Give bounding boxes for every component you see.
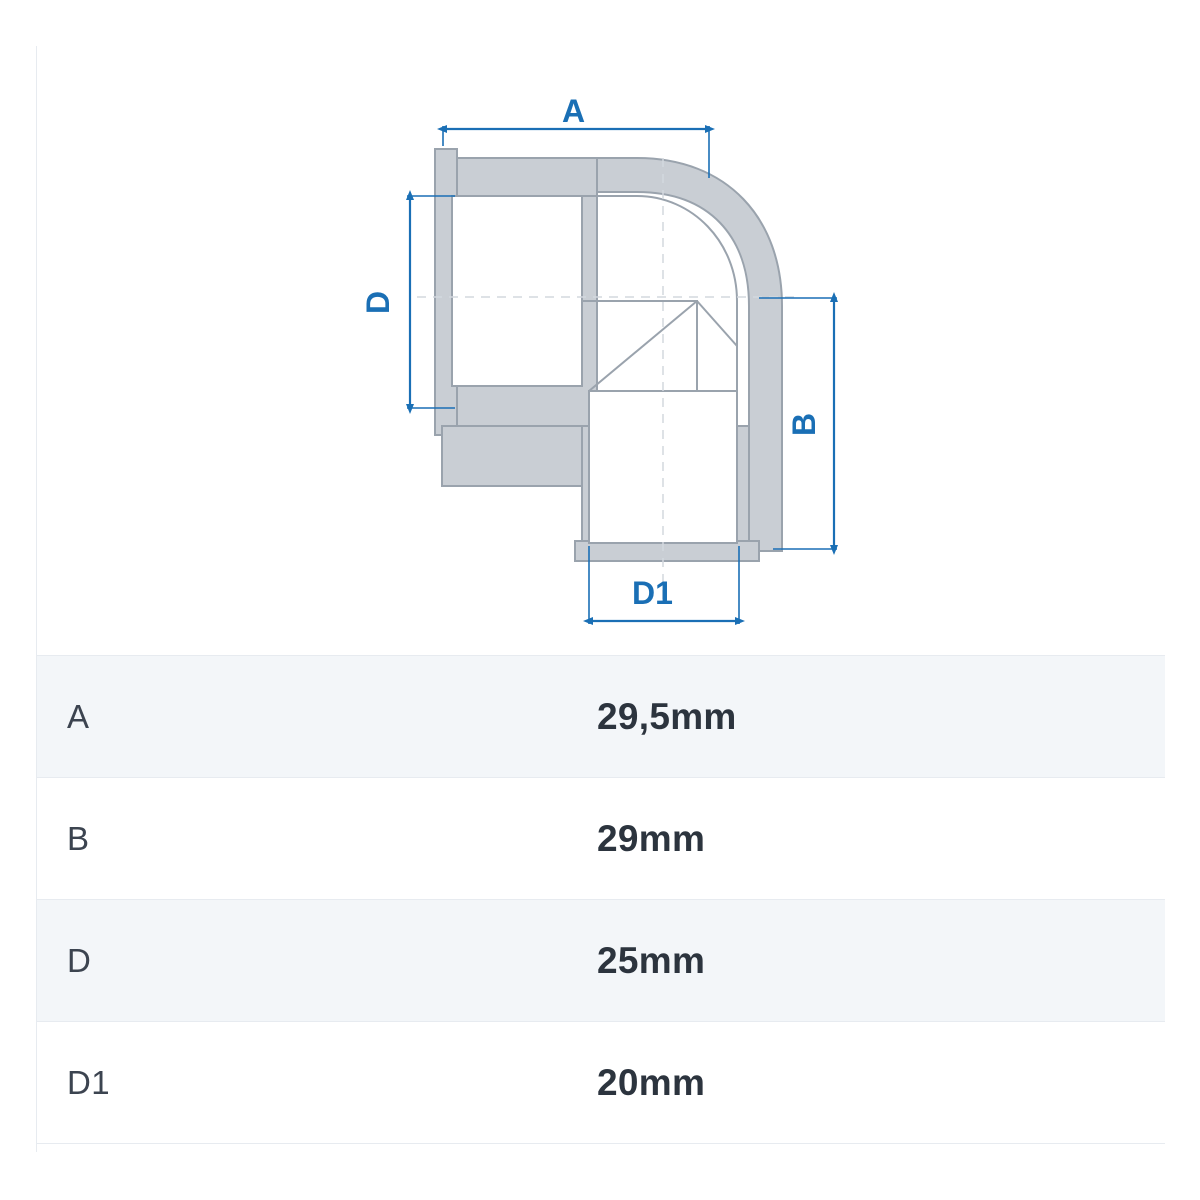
dimension-d1-label: D1 xyxy=(632,575,673,611)
spec-key: D xyxy=(67,941,92,979)
table-row xyxy=(37,900,1165,1022)
table-row xyxy=(37,778,1165,900)
table-row xyxy=(37,656,1165,778)
spec-value: 20mm xyxy=(597,1061,706,1103)
spec-value: 29,5mm xyxy=(597,695,737,737)
spec-key: B xyxy=(67,819,90,857)
table-row xyxy=(37,1022,1165,1144)
dimension-d-label: D xyxy=(360,290,396,314)
spec-card xyxy=(36,46,1164,1152)
spec-key: D1 xyxy=(67,1063,110,1101)
spec-value: 25mm xyxy=(597,939,706,981)
dimension-b-label: B xyxy=(786,412,822,436)
dimension-a-label: A xyxy=(562,93,586,129)
spec-key: A xyxy=(67,697,90,735)
technical-drawing xyxy=(37,46,1165,656)
spec-value: 29mm xyxy=(597,817,706,859)
specification-table xyxy=(37,656,1165,1144)
elbow-fitting-svg xyxy=(37,46,1165,656)
fitting-body xyxy=(435,149,782,561)
